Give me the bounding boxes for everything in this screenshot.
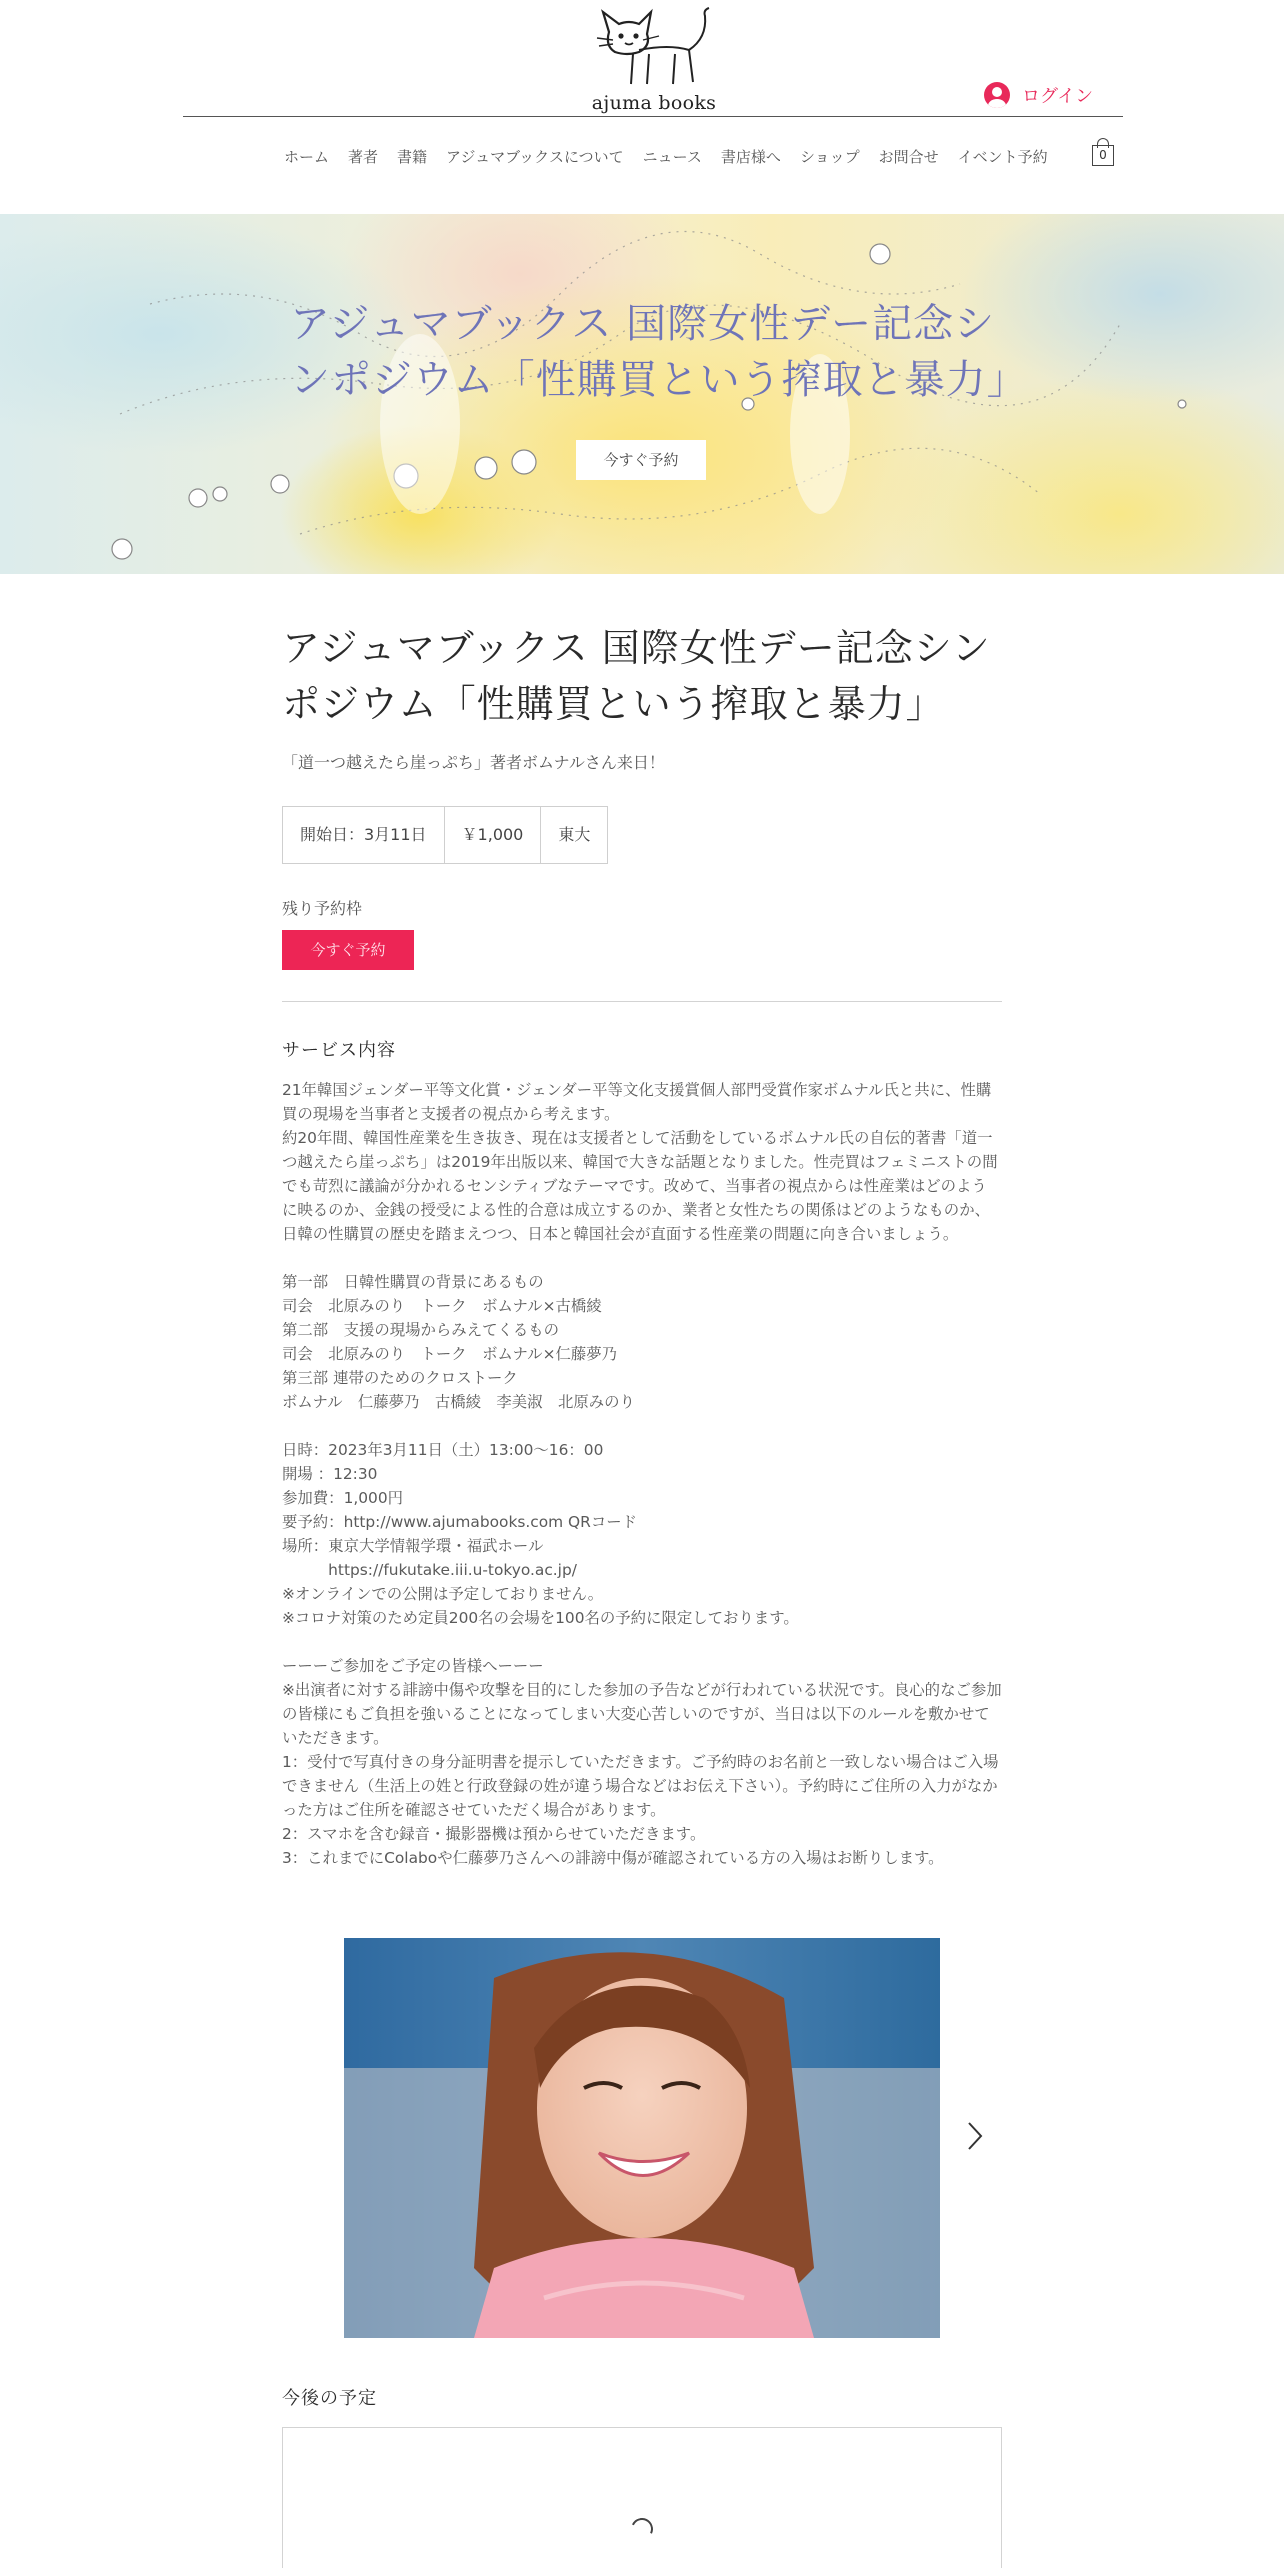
nav-item-contact[interactable]: お問合せ <box>878 148 939 166</box>
service-heading: サービス内容 <box>282 1040 396 1061</box>
event-start-date: 開始日：3月11日 <box>283 807 445 863</box>
section-divider <box>282 1001 1002 1002</box>
loading-spinner-icon <box>628 2515 656 2543</box>
hero-title: アジュマブックス 国際女性デー記念シンポジウム「性購買という搾取と暴力」 <box>290 301 1028 403</box>
event-info-row <box>282 806 608 864</box>
service-description <box>282 1078 1002 1870</box>
notice-line: ※出演者に対する誹謗中傷や攻撃を目的にした参加の予告などが行われている状況です。良心的なご参加の皆様にもご負担を強いることになってしまい大変心苦しいのですが、当日は以下のルールを敷かせていただきます。 <box>282 1681 1002 1747</box>
user-avatar-icon <box>984 82 1010 108</box>
cat-logo-icon <box>589 4 719 90</box>
upcoming-heading: 今後の予定 <box>282 2388 377 2409</box>
book-now-button[interactable]: 今すぐ予約 <box>282 930 414 970</box>
hero-banner <box>0 214 1284 574</box>
nav-item-home[interactable]: ホーム <box>284 148 330 166</box>
event-title: アジュマブックス 国際女性デー記念シンポジウム「性購買という搾取と暴力」 <box>282 626 991 726</box>
gallery-photo <box>344 1938 940 2338</box>
hero-book-now-button[interactable]: 今すぐ予約 <box>576 440 706 480</box>
event-location: 東大 <box>558 825 591 844</box>
cart-button[interactable] <box>1092 138 1114 166</box>
program-line: 司会 北原みのり トーク ボムナル×古橋綾 <box>282 1297 602 1315</box>
nav-item-event-booking[interactable]: イベント予約 <box>957 148 1048 166</box>
program-line: 第一部 日韓性購買の背景にあるもの <box>282 1273 544 1291</box>
login-label: ログイン <box>1022 86 1094 107</box>
login-button[interactable] <box>984 82 1093 108</box>
program-line: 第二部 支援の現場からみえてくるもの <box>282 1321 560 1339</box>
detail-line: 場所：東京大学情報学環・福武ホール <box>282 1537 544 1555</box>
notice-line: 3：これまでにColaboや仁藤夢乃さんへの誹謗中傷が確認されている方の入場はお断りします。 <box>282 1849 944 1867</box>
site-header <box>0 0 1284 214</box>
chevron-right-icon[interactable] <box>962 2118 988 2154</box>
logo-text: ajuma books <box>591 92 717 114</box>
notice-line: 1：受付で写真付きの身分証明書を提示していただきます。ご予約時のお名前と一致しない場合はご入場できません（生活上の姓と行政登録の姓が違う場合などはお伝え下さい）。予約時にご住所の入力がなかった方はご住所を確認させていただく場合があります。 <box>282 1753 999 1819</box>
cart-count: 0 <box>1092 145 1114 166</box>
intro-paragraph: 約20年間、韓国性産業を生き抜き、現在は支援者として活動をしているボムナル氏の自伝的著書「道一つ越えたら崖っぷち」は2019年出版以来、韓国で大きな話題となりました。性売買はフェミニストの間でも苛烈に議論が分かれるセンシティブなテーマです。改めて、当事者の視点からは性産業はどのように映るのか、金銭の授受による性的合意は成立するのか、業者と女性たちの関係はどのようなものか、日韓の性購買の歴史を踏まえつつ、日本と韓国社会が直面する性産業の問題に向き合いましょう。 <box>282 1129 998 1243</box>
upcoming-schedule-panel <box>282 2427 1002 2568</box>
nav-item-shop[interactable]: ショップ <box>799 148 860 166</box>
header-divider <box>183 116 1123 117</box>
detail-line: 参加費：1,000円 <box>282 1489 404 1507</box>
nav-item-news[interactable]: ニュース <box>642 148 702 166</box>
program-line: 第三部 連帯のためのクロストーク <box>282 1369 518 1387</box>
event-subtitle: 「道一つ越えたら崖っぷち」著者ボムナルさん来日！ <box>282 753 665 772</box>
portrait-image <box>344 1938 940 2338</box>
detail-line: https://fukutake.iii.u-tokyo.ac.jp/ <box>282 1561 577 1579</box>
event-price: ￥1,000 <box>445 807 542 863</box>
remaining-slots-label: 残り予約枠 <box>282 899 363 918</box>
main-nav <box>284 146 1048 167</box>
nav-item-books[interactable]: 書籍 <box>397 148 428 166</box>
detail-line: 要予約：http://www.ajumabooks.com QRコード <box>282 1513 638 1531</box>
notice-line: 2：スマホを含む録音・撮影器機は預からせていただきます。 <box>282 1825 706 1843</box>
detail-line: 日時：2023年3月11日（土）13:00～16：00 <box>282 1441 604 1459</box>
detail-line: 開場 ：12:30 <box>282 1465 378 1483</box>
notice-line: ーーーご参加をご予定の皆様へーーー <box>282 1657 544 1675</box>
program-line: 司会 北原みのり トーク ボムナル×仁藤夢乃 <box>282 1345 618 1363</box>
intro-paragraph: 21年韓国ジェンダー平等文化賞・ジェンダー平等文化支援賞個人部門受賞作家ボムナル氏と共に、性購買の現場を当事者と支援者の視点から考えます。 <box>282 1081 992 1123</box>
nav-item-authors[interactable]: 著者 <box>348 148 379 166</box>
site-logo[interactable] <box>582 4 726 116</box>
detail-line: ※コロナ対策のため定員200名の会場を100名の予約に限定しております。 <box>282 1609 799 1627</box>
detail-line: ※オンラインでの公開は予定しておりません。 <box>282 1585 604 1603</box>
nav-item-bookstores[interactable]: 書店様へ <box>720 148 781 166</box>
nav-item-about[interactable]: アジュマブックスについて <box>446 148 624 166</box>
program-line: ボムナル 仁藤夢乃 古橋綾 李美淑 北原みのり <box>282 1393 635 1411</box>
